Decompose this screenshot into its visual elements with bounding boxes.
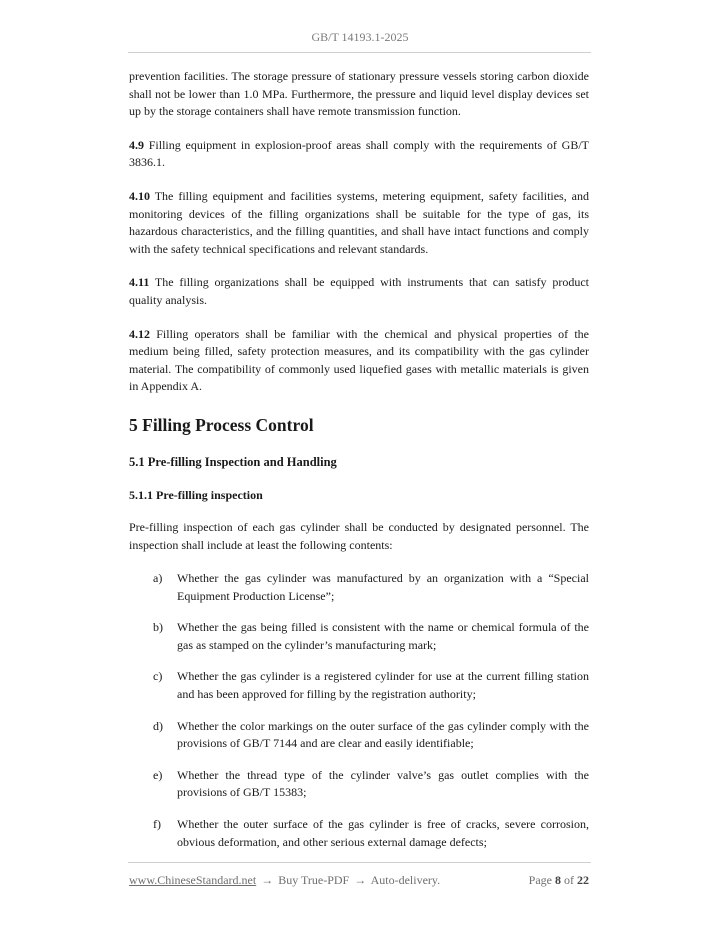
- list-marker: b): [153, 620, 163, 635]
- clause-text: The filling equipment and facilities systems, metering equipment, safety facilities, and monitoring devices of the filling organizations shall be suitable for the type of gas, its hazardous characteristics, and the filling quantities, and shall have intact functions and comply with the safety technical specifications and relevant standards.: [129, 188, 589, 256]
- page-current: 8: [555, 873, 561, 887]
- list-item-b: [129, 619, 589, 654]
- page-label: Page: [528, 873, 552, 887]
- clause-number: 4.9: [129, 137, 144, 152]
- document-header: [0, 30, 720, 45]
- list-text: Whether the thread type of the cylinder valve’s gas outlet complies with the provisions of GB/T 15383;: [177, 767, 589, 800]
- page-total: 22: [577, 873, 589, 887]
- clause-4-10: [129, 188, 589, 258]
- list-text: Whether the color markings on the outer surface of the gas cylinder comply with the provisions of GB/T 7144 and are clear and easily identifiable;: [177, 718, 589, 751]
- list-text: Whether the gas cylinder was manufactured by an organization with a “Special Equipment Production License”;: [177, 571, 589, 603]
- inspection-intro: Pre-filling inspection of each gas cylinder shall be conducted by designated personnel. The inspection shall include at least the following contents:: [129, 519, 589, 552]
- page-body: [129, 68, 589, 865]
- clause-4-9: [129, 137, 589, 172]
- list-marker: f): [153, 817, 161, 832]
- list-item-a: [129, 570, 589, 605]
- arrow-right-icon: →: [261, 873, 274, 887]
- list-marker: a): [153, 571, 163, 586]
- clause-text: Filling operators shall be familiar with the chemical and physical properties of the medium being filled, safety protection measures, and its compatibility with the gas cylinder material. The compatibility of commonly used liquefied gases with metallic materials is given in Appendix A.: [129, 326, 589, 394]
- list-item-e: [129, 767, 589, 802]
- footer-divider: [128, 862, 591, 863]
- clause-4-12: [129, 326, 589, 396]
- clause-text: Filling equipment in explosion-proof areas shall comply with the requirements of GB/T 3836.1.: [129, 137, 589, 170]
- clause-text: The filling organizations shall be equipped with instruments that can satisfy product quality analysis.: [129, 275, 589, 307]
- page-of-label: of: [564, 873, 574, 887]
- list-item-d: [129, 718, 589, 753]
- site-link[interactable]: www.ChineseStandard.net: [129, 873, 257, 887]
- list-marker: c): [153, 669, 163, 684]
- delivery-text: Auto-delivery.: [370, 873, 441, 887]
- clause-number: 4.11: [129, 275, 150, 290]
- intro-paragraph: prevention facilities. The storage pressure of stationary pressure vessels storing carbon dioxide shall not be lower than 1.0 MPa. Furthermore, the pressure and liquid level display devices set up by the storage containers shall have remote transmission function.: [129, 69, 589, 119]
- list-marker: d): [153, 718, 163, 733]
- buy-text: Buy True-PDF: [278, 873, 350, 887]
- footer-promo: [129, 873, 440, 888]
- arrow-right-icon: →: [354, 873, 367, 887]
- header-divider: [128, 52, 591, 53]
- list-item-c: [129, 668, 589, 703]
- list-marker: e): [153, 767, 163, 782]
- section-heading: 5 Filling Process Control: [129, 414, 314, 435]
- list-text: Whether the gas being filled is consistent with the name or chemical formula of the gas as stamped on the cylinder’s manufacturing mark;: [177, 620, 589, 652]
- document-id: GB/T 14193.1-2025: [311, 30, 409, 44]
- list-text: Whether the gas cylinder is a registered cylinder for use at the current filling station and has been approved for filling by the registration authority;: [177, 669, 589, 702]
- clause-4-11: [129, 274, 589, 309]
- list-item-f: [129, 816, 589, 851]
- list-text: Whether the outer surface of the gas cylinder is free of cracks, severe corrosion, obvious deformation, and other serious external damage defects;: [177, 817, 589, 849]
- subsection-heading: 5.1 Pre-filling Inspection and Handling: [129, 454, 337, 469]
- clause-number: 4.12: [129, 326, 150, 341]
- page-indicator: [529, 873, 589, 888]
- clause-number: 4.10: [129, 188, 150, 203]
- subsubsection-heading: 5.1.1 Pre-filling inspection: [129, 487, 263, 502]
